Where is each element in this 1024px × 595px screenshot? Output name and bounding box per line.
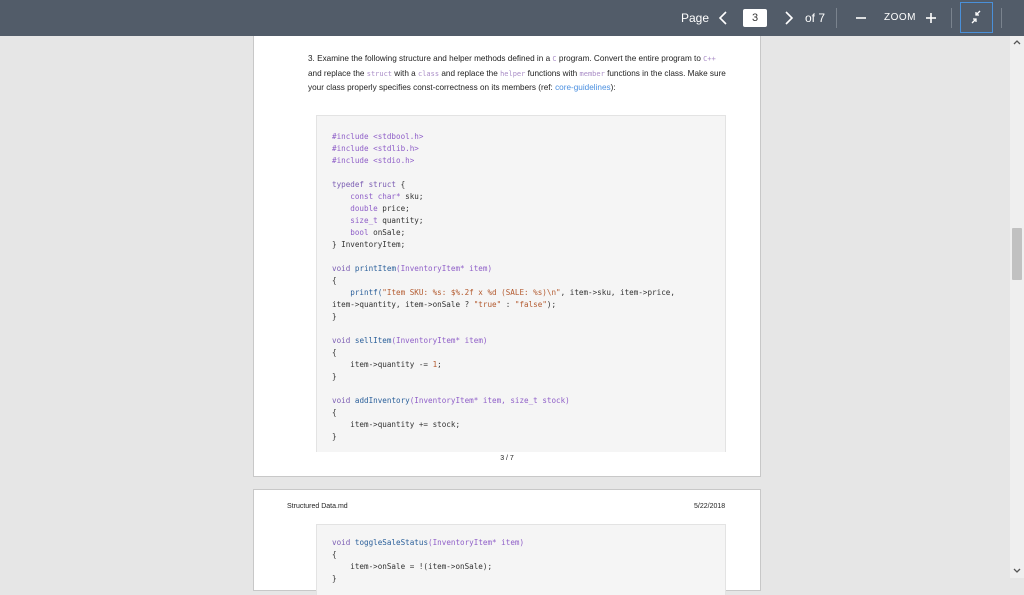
code-line: #include <stdlib.h> [332, 144, 419, 153]
code-line: { [332, 550, 337, 559]
zoom-in-button[interactable] [919, 6, 943, 30]
code-line: void addInventory(InventoryItem* item, size_t stock) [332, 396, 570, 405]
inline-code: C [552, 55, 557, 63]
code-line: item->quantity, item->onSale ? "true" : "false"); [332, 300, 557, 309]
viewer-toolbar [0, 0, 1024, 36]
page-label: Page [681, 11, 710, 25]
code-line: const char* sku; [332, 192, 424, 201]
code-block [316, 115, 726, 452]
toolbar-divider [951, 8, 952, 28]
document-page-4 [253, 489, 761, 591]
code-line: } [332, 432, 337, 441]
code-line: double price; [332, 204, 410, 213]
exit-fullscreen-button[interactable] [960, 2, 993, 33]
para-text: functions with [525, 68, 580, 78]
minus-icon [849, 6, 873, 30]
inline-code: helper [500, 69, 526, 78]
code-line: { [332, 408, 337, 417]
chevron-right-icon [777, 6, 801, 30]
code-line: } [332, 312, 337, 321]
code-line: size_t quantity; [332, 216, 424, 225]
para-text: and replace the [439, 68, 501, 78]
code-line: typedef struct { [332, 180, 406, 189]
page-number: 3 / 7 [500, 455, 514, 462]
inline-code: C++ [703, 55, 716, 63]
question-paragraph [308, 52, 728, 95]
code-line: #include <stdbool.h> [332, 132, 424, 141]
next-page-button[interactable] [777, 6, 801, 30]
code-line: { [332, 348, 337, 357]
code-line: printf("Item SKU: %s: $%.2f x %d (SALE: %s)\n", item->sku, item->price, [332, 288, 675, 297]
document-date: 5/22/2018 [694, 503, 726, 510]
document-page-3 [253, 36, 761, 477]
current-page-input[interactable]: 3 [743, 9, 767, 27]
code-line: void printItem(InventoryItem* item) [332, 264, 493, 273]
code-line: void toggleSaleStatus(InventoryItem* item) [332, 538, 525, 547]
toolbar-divider [836, 8, 837, 28]
code-line: item->quantity -= 1; [332, 360, 442, 369]
zoom-out-button[interactable] [849, 6, 873, 30]
code-line: item->onSale = !(item->onSale); [332, 562, 493, 571]
document-filename: Structured Data.md [287, 503, 348, 510]
code-block [316, 524, 726, 595]
inline-code: class [417, 69, 440, 78]
code-line: item->quantity += stock; [332, 420, 461, 429]
zoom-label: ZOOM [884, 12, 916, 23]
scroll-up-arrow-icon[interactable] [1013, 38, 1021, 46]
para-text: and replace the [308, 68, 367, 78]
code-line: void sellItem(InventoryItem* item) [332, 336, 488, 345]
para-text: 3. Examine the following structure and helper methods defined in a [308, 54, 553, 63]
code-line: bool onSale; [332, 228, 406, 237]
vertical-scrollbar[interactable] [1010, 36, 1024, 578]
plus-icon [919, 6, 943, 30]
page-count-label: of 7 [805, 11, 826, 25]
chevron-left-icon [712, 6, 736, 30]
code-line: } InventoryItem; [332, 240, 406, 249]
toolbar-divider [1001, 8, 1002, 28]
para-text: ): [610, 83, 616, 93]
inline-code: struct [366, 69, 393, 78]
scroll-down-arrow-icon[interactable] [1013, 567, 1021, 575]
code-line: } [332, 574, 337, 583]
para-text: with a [392, 68, 418, 78]
core-guidelines-link[interactable]: core-guidelines [555, 83, 611, 93]
para-text: program. Convert the entire program to [556, 54, 704, 63]
scrollbar-thumb[interactable] [1012, 228, 1022, 280]
para-text: functions in the class. Make sure your class properly specifies const-correctness on its members (ref: [308, 68, 726, 93]
code-line: } [332, 372, 337, 381]
inline-code: member [579, 69, 605, 78]
code-line: { [332, 276, 337, 285]
previous-page-button[interactable] [712, 6, 736, 30]
code-line: #include <stdio.h> [332, 156, 415, 165]
collapse-arrows-icon [961, 3, 992, 32]
